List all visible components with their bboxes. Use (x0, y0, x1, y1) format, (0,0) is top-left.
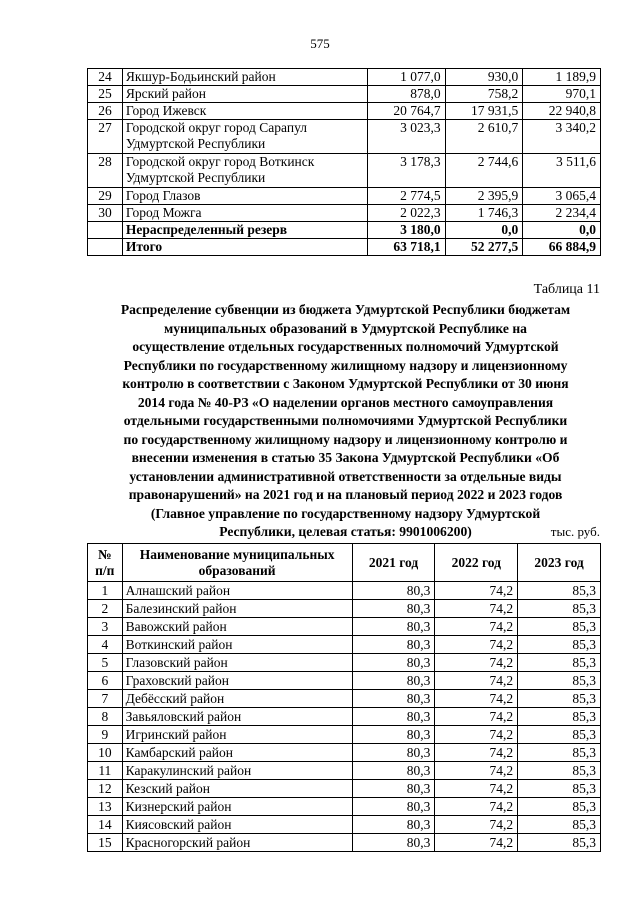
municipality-name: Город Глазов (122, 188, 367, 205)
value-2021: 80,3 (352, 582, 435, 600)
table-row (88, 762, 601, 780)
title-line: внесении изменения в статью 35 Закона Удмуртской Республики «Об (131, 450, 560, 465)
value-2021: 2 022,3 (367, 205, 445, 222)
value-2021: 878,0 (367, 86, 445, 103)
table-row (88, 103, 601, 120)
value-2023: 85,3 (518, 582, 601, 600)
row-label: Итого (122, 239, 367, 256)
header-name: Наименование муниципальных образований (122, 544, 352, 582)
value-2022: 74,2 (435, 780, 518, 798)
table-row (88, 86, 601, 103)
table-row (88, 798, 601, 816)
top-distribution-table (87, 68, 601, 256)
title-line: Республики, целевая статья: 9901006200) (219, 524, 472, 539)
table-row (88, 205, 601, 222)
header-2022: 2022 год (435, 544, 518, 582)
row-number: 5 (88, 654, 123, 672)
value-2022: 2 744,6 (445, 154, 523, 188)
row-number: 12 (88, 780, 123, 798)
municipality-name: Вавожский район (122, 618, 352, 636)
municipality-name: Каракулинский район (122, 762, 352, 780)
row-number: 27 (88, 120, 123, 154)
municipality-name: Граховский район (122, 672, 352, 690)
value-2021: 80,3 (352, 636, 435, 654)
municipality-name: Городской округ город Воткинск Удмуртской Республики (122, 154, 367, 188)
value-2023: 1 189,9 (523, 69, 601, 86)
municipality-name: Ярский район (122, 86, 367, 103)
row-number (88, 222, 123, 239)
value-2022: 17 931,5 (445, 103, 523, 120)
value-2022: 1 746,3 (445, 205, 523, 222)
value-2021: 80,3 (352, 708, 435, 726)
municipality-name: Город Ижевск (122, 103, 367, 120)
table-row (88, 618, 601, 636)
value-2022: 52 277,5 (445, 239, 523, 256)
value-2023: 3 340,2 (523, 120, 601, 154)
table-header-row (88, 544, 601, 582)
title-line: установлении административной ответственности за отдельные виды (129, 468, 562, 484)
value-2023: 2 234,4 (523, 205, 601, 222)
value-2022: 74,2 (435, 708, 518, 726)
value-2021: 63 718,1 (367, 239, 445, 256)
table-row (88, 708, 601, 726)
title-line: по государственному жилищному надзору и лицензионному контролю и (123, 431, 568, 447)
value-2022: 930,0 (445, 69, 523, 86)
value-2021: 80,3 (352, 762, 435, 780)
title-line: Распределение субвенции из бюджета Удмуртской Республики бюджетам (120, 302, 571, 317)
value-2023: 85,3 (518, 816, 601, 834)
table-row (88, 726, 601, 744)
municipality-name: Дебёсский район (122, 690, 352, 708)
page-number: 575 (310, 36, 330, 51)
municipality-name: Якшур-Бодьинский район (122, 69, 367, 86)
value-2022: 74,2 (435, 726, 518, 744)
value-2021: 2 774,5 (367, 188, 445, 205)
row-number: 9 (88, 726, 123, 744)
value-2022: 74,2 (435, 618, 518, 636)
value-2021: 3 178,3 (367, 154, 445, 188)
municipality-name: Игринский район (122, 726, 352, 744)
table-caption: Таблица 11 (533, 282, 600, 297)
value-2023: 85,3 (518, 708, 601, 726)
row-number: 15 (88, 834, 123, 852)
value-2022: 74,2 (435, 834, 518, 852)
value-2023: 22 940,8 (523, 103, 601, 120)
row-number: 25 (88, 86, 123, 103)
value-2022: 74,2 (435, 744, 518, 762)
table-row (88, 188, 601, 205)
municipality-name: Глазовский район (122, 654, 352, 672)
value-2023: 3 065,4 (523, 188, 601, 205)
municipality-name: Город Можга (122, 205, 367, 222)
table-row (88, 654, 601, 672)
table-row (88, 834, 601, 852)
top-table-body (88, 69, 601, 256)
table-row (88, 600, 601, 618)
title-line: отдельными государственными полномочиями Удмуртской Республики (123, 413, 568, 428)
title-line: правонарушений» на 2021 год и на плановый период 2022 и 2023 годов (128, 487, 563, 502)
value-2022: 2 610,7 (445, 120, 523, 154)
table-row (88, 69, 601, 86)
value-2023: 85,3 (518, 690, 601, 708)
table-row (88, 780, 601, 798)
value-2021: 80,3 (352, 672, 435, 690)
municipality-name: Балезинский район (122, 600, 352, 618)
value-2021: 80,3 (352, 780, 435, 798)
header-2023: 2023 год (518, 544, 601, 582)
title-line: муниципальных образований в Удмуртской Республике на (164, 320, 527, 336)
value-2023: 970,1 (523, 86, 601, 103)
row-number: 30 (88, 205, 123, 222)
value-2022: 74,2 (435, 636, 518, 654)
value-2023: 85,3 (518, 780, 601, 798)
value-2021: 80,3 (352, 618, 435, 636)
row-number: 14 (88, 816, 123, 834)
value-2022: 74,2 (435, 798, 518, 816)
title-line: (Главное управление по государственному надзору Удмуртской (150, 505, 541, 521)
value-2023: 85,3 (518, 744, 601, 762)
value-2023: 85,3 (518, 798, 601, 816)
row-number: 28 (88, 154, 123, 188)
total-row (88, 239, 601, 256)
value-2022: 74,2 (435, 816, 518, 834)
reserve-row (88, 222, 601, 239)
table-row (88, 672, 601, 690)
row-number: 4 (88, 636, 123, 654)
table-row (88, 154, 601, 188)
municipality-name: Киясовский район (122, 816, 352, 834)
table-row (88, 636, 601, 654)
value-2022: 74,2 (435, 582, 518, 600)
value-2022: 758,2 (445, 86, 523, 103)
value-2023: 85,3 (518, 600, 601, 618)
value-2023: 85,3 (518, 762, 601, 780)
value-2021: 80,3 (352, 744, 435, 762)
value-2023: 85,3 (518, 636, 601, 654)
row-number (88, 239, 123, 256)
value-2023: 85,3 (518, 618, 601, 636)
header-2021: 2021 год (352, 544, 435, 582)
row-number: 26 (88, 103, 123, 120)
municipality-name: Камбарский район (122, 744, 352, 762)
municipality-name: Кезский район (122, 780, 352, 798)
main-table-body (88, 582, 601, 852)
municipality-name: Городской округ город Сарапул Удмуртской Республики (122, 120, 367, 154)
value-2021: 80,3 (352, 654, 435, 672)
row-number: 11 (88, 762, 123, 780)
row-label: Нераспределенный резерв (122, 222, 367, 239)
municipality-name: Алнашский район (122, 582, 352, 600)
title-line: контролю в соответствии с Законом Удмуртской Республики от 30 июня (122, 376, 569, 391)
row-number: 13 (88, 798, 123, 816)
value-2022: 74,2 (435, 600, 518, 618)
value-2022: 74,2 (435, 654, 518, 672)
value-2022: 74,2 (435, 762, 518, 780)
value-2021: 80,3 (352, 834, 435, 852)
value-2021: 1 077,0 (367, 69, 445, 86)
row-number: 1 (88, 582, 123, 600)
municipality-name: Кизнерский район (122, 798, 352, 816)
row-number: 29 (88, 188, 123, 205)
title-line: осуществление отдельных государственных полномочий Удмуртской (132, 339, 559, 354)
row-number: 10 (88, 744, 123, 762)
value-2021: 3 180,0 (367, 222, 445, 239)
value-2023: 85,3 (518, 654, 601, 672)
value-2023: 85,3 (518, 672, 601, 690)
row-number: 2 (88, 600, 123, 618)
table-row (88, 582, 601, 600)
value-2023: 85,3 (518, 834, 601, 852)
value-2021: 80,3 (352, 816, 435, 834)
row-number: 6 (88, 672, 123, 690)
table-row (88, 120, 601, 154)
value-2022: 74,2 (435, 690, 518, 708)
table-row (88, 690, 601, 708)
subvention-table (87, 543, 601, 852)
table-row (88, 744, 601, 762)
value-2021: 80,3 (352, 600, 435, 618)
value-2022: 0,0 (445, 222, 523, 239)
row-number: 8 (88, 708, 123, 726)
value-2021: 20 764,7 (367, 103, 445, 120)
title-line: 2014 года № 40-РЗ «О наделении органов местного самоуправления (137, 394, 554, 410)
table-row (88, 816, 601, 834)
title-line: Республики по государственному жилищному надзору и лицензионному (123, 357, 568, 373)
document-title (88, 301, 603, 542)
value-2023: 0,0 (523, 222, 601, 239)
municipality-name: Воткинский район (122, 636, 352, 654)
header-num: № п/п (88, 544, 123, 582)
value-2022: 2 395,9 (445, 188, 523, 205)
value-2023: 66 884,9 (523, 239, 601, 256)
value-2021: 80,3 (352, 726, 435, 744)
municipality-name: Завьяловский район (122, 708, 352, 726)
value-2021: 3 023,3 (367, 120, 445, 154)
municipality-name: Красногорский район (122, 834, 352, 852)
value-2022: 74,2 (435, 672, 518, 690)
row-number: 24 (88, 69, 123, 86)
value-2023: 85,3 (518, 726, 601, 744)
row-number: 7 (88, 690, 123, 708)
value-2021: 80,3 (352, 690, 435, 708)
row-number: 3 (88, 618, 123, 636)
value-2023: 3 511,6 (523, 154, 601, 188)
value-2021: 80,3 (352, 798, 435, 816)
units-label: тыс. руб. (550, 524, 600, 539)
